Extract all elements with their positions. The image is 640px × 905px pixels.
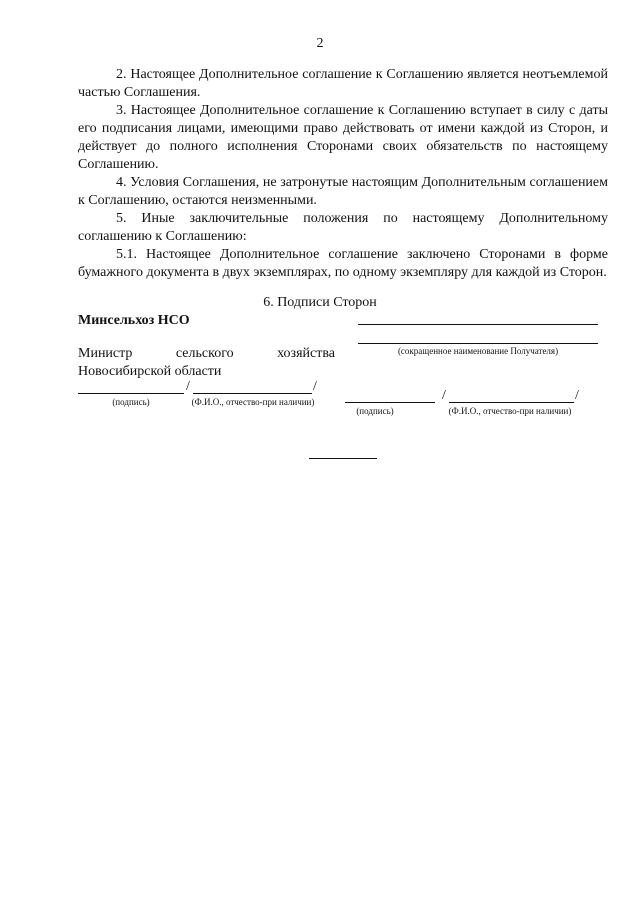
paragraph-3: 3. Настоящее Дополнительное соглашение к Соглашению вступает в силу с даты его подписания лицами, имеющими право действовать от имени каждой из Сторон, и действует до полного исполнения Сторонами своих обязательств по настоящему Соглашению. <box>78 103 608 172</box>
recipient-caption: (сокращенное наименование Получателя) <box>397 346 559 356</box>
right-signature-line <box>345 402 435 403</box>
left-separator-open: / <box>186 379 190 394</box>
paragraph-2: 2. Настоящее Дополнительное соглашение к Соглашению является неотъемлемой частью Соглашения. <box>78 67 608 100</box>
right-recipient-line-2 <box>358 343 598 344</box>
closing-rule <box>309 458 377 459</box>
minister-title-line1 <box>78 345 335 363</box>
minister-title <box>78 345 335 381</box>
title-word-3: хозяйства <box>277 346 335 361</box>
paragraph-5-1: 5.1. Настоящее Дополнительное соглашение заключено Сторонами в форме бумажного документа в двух экземплярах, по одному экземпляру для каждой из Сторон. <box>78 247 608 280</box>
right-separator-open: / <box>442 388 446 403</box>
minister-title-line2: Новосибирской области <box>78 364 222 379</box>
title-word-1: Министр <box>78 346 133 361</box>
paragraph-5: 5. Иные заключительные положения по настоящему Дополнительному соглашению к Соглашению: <box>78 211 608 244</box>
right-recipient-line-1 <box>358 324 598 325</box>
right-separator-close: / <box>575 388 579 403</box>
section-heading: 6. Подписи Сторон <box>263 295 377 310</box>
left-name-line <box>193 393 312 394</box>
page-number: 2 <box>316 36 324 51</box>
paragraph-4: 4. Условия Соглашения, не затронутые настоящим Дополнительным соглашением к Соглашению, остаются неизменными. <box>78 175 608 208</box>
left-signature-caption: (подпись) <box>112 397 150 407</box>
left-name-caption: (Ф.И.О., отчество-при наличии) <box>191 397 315 407</box>
agreement-body <box>78 66 608 282</box>
right-name-line <box>449 402 574 403</box>
right-name-caption: (Ф.И.О., отчество-при наличии) <box>448 406 572 416</box>
left-signature-line <box>78 393 184 394</box>
right-signature-caption: (подпись) <box>356 406 394 416</box>
left-separator-close: / <box>313 379 317 394</box>
left-party-org: Минсельхоз НСО <box>78 313 190 328</box>
title-word-2: сельского <box>175 346 234 361</box>
